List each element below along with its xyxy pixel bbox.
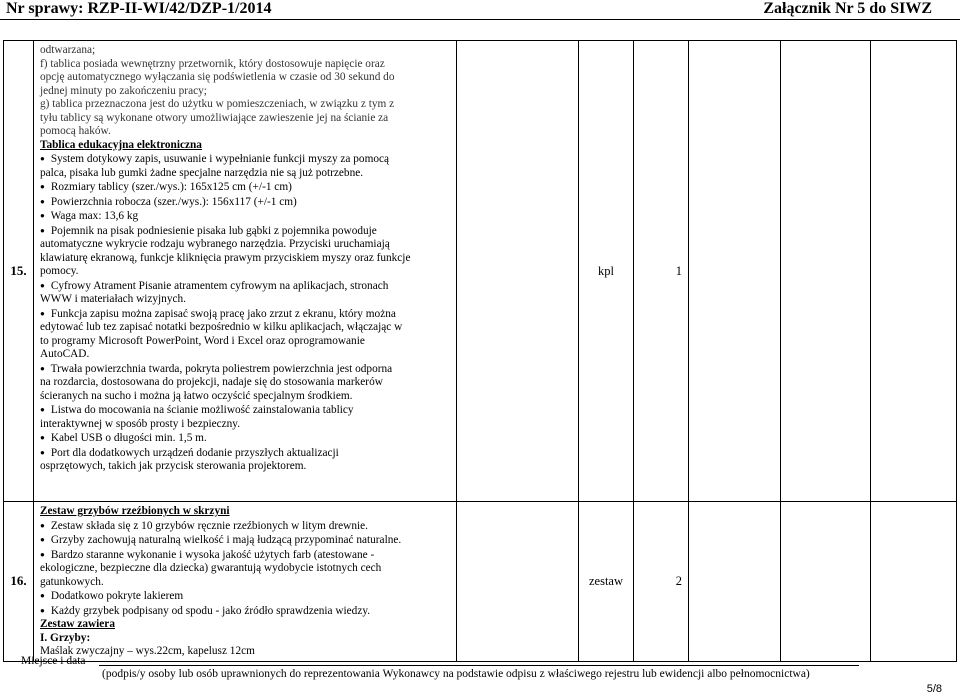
bullet-line bbox=[40, 348, 452, 362]
bullet-line bbox=[40, 589, 452, 604]
bullet-icon: ● bbox=[40, 225, 45, 235]
item-heading: Zestaw grzybów rzeźbionych w skrzyni bbox=[40, 505, 230, 517]
bullet-line bbox=[40, 335, 452, 349]
bullet-line bbox=[40, 180, 452, 195]
bullet-icon: ● bbox=[40, 605, 45, 615]
bullet-icon: ● bbox=[40, 447, 45, 457]
item-description bbox=[34, 502, 457, 662]
bullet-line bbox=[40, 604, 452, 619]
bullet-icon: ● bbox=[40, 280, 45, 290]
row-number: 16. bbox=[4, 502, 34, 662]
bullet-text: Port dla dodatkowych urządzeń dodanie przyszłych aktualizacji bbox=[50, 446, 339, 459]
bullet-line bbox=[40, 265, 452, 279]
bullet-line bbox=[40, 431, 452, 446]
empty-cell bbox=[781, 41, 871, 502]
bullet-text: Dodatkowo pokryte lakierem bbox=[50, 590, 184, 602]
bullet-line bbox=[40, 390, 452, 404]
specification-table bbox=[3, 40, 957, 662]
bullet-line bbox=[40, 321, 452, 335]
bullet-line bbox=[40, 362, 452, 377]
bullet-icon: ● bbox=[40, 154, 45, 163]
empty-cell bbox=[689, 41, 781, 502]
item-heading: Tablica edukacyjna elektroniczna bbox=[40, 138, 202, 151]
bullet-icon: ● bbox=[40, 549, 45, 559]
bullet-line bbox=[40, 238, 452, 252]
header-rule bbox=[0, 19, 960, 20]
signature-note: (podpis/y osoby lub osób uprawnionych do reprezentowania Wykonawcy na podstawie odpisu z właściwego rejestru lub ewidencji albo pełnomocnictwa) bbox=[102, 668, 810, 680]
continued-text-line: odtwarzana; bbox=[40, 44, 96, 56]
bullet-text: edytować lub tez zapisać notatki bezpośrednio w kilku aplikacjach, włączając w bbox=[40, 321, 403, 333]
bullet-line bbox=[40, 195, 452, 210]
bullet-text: Listwa do mocowania na ścianie możliwość zainstalowania tablicy bbox=[50, 404, 354, 416]
bullet-icon: ● bbox=[40, 182, 45, 191]
unit-cell: zestaw bbox=[579, 502, 634, 662]
bullet-text: Pojemnik na pisak podniesienie pisaka lub gąbki z pojemnika powoduje bbox=[50, 224, 377, 237]
bullet-line bbox=[40, 446, 452, 461]
bullet-text: AutoCAD. bbox=[40, 348, 90, 360]
empty-cell bbox=[457, 502, 579, 662]
bullet-text: Powierzchnia robocza (szer./wys.): 156x117 (+/-1 cm) bbox=[50, 195, 297, 208]
item-description bbox=[34, 41, 457, 502]
bullet-text: Bardzo staranne wykonanie i wysoka jakość użytych farb (atestowane - bbox=[50, 548, 375, 561]
continued-text-line: pomocą haków. bbox=[40, 125, 111, 137]
unit-cell: kpl bbox=[579, 41, 634, 502]
continued-text-line: g) tablica przeznaczona jest do użytku w pomieszczeniach, w związku z tym z bbox=[40, 98, 395, 110]
bullet-icon: ● bbox=[40, 405, 45, 414]
row-number: 15. bbox=[4, 41, 34, 502]
bullet-icon: ● bbox=[40, 591, 45, 600]
bullet-line bbox=[40, 460, 452, 474]
empty-cell bbox=[457, 41, 579, 502]
bullet-line bbox=[40, 418, 452, 432]
bullet-text: na rozdarcia, dostosowana do projekcji, nadaje się do stosowania markerów bbox=[40, 376, 383, 388]
bullet-text: Kabel USB o długości min. 1,5 m. bbox=[50, 432, 207, 444]
bullet-text: Cyfrowy Atrament Pisanie atramentem cyfrowym na aplikacjach, stronach bbox=[50, 279, 389, 292]
bullet-line bbox=[40, 376, 452, 390]
bullet-icon: ● bbox=[40, 433, 45, 442]
bullet-line bbox=[40, 293, 452, 307]
bullet-icon: ● bbox=[40, 308, 45, 318]
bullet-text: Waga max: 13,6 kg bbox=[50, 210, 139, 222]
continued-text-line: tyłu tablicy są wykonane otwory umożliwiające zawieszenie jej na ścianie za bbox=[40, 111, 389, 124]
bullet-text: Grzyby zachowują naturalną wielkość i mają łudzącą przypominać naturalne. bbox=[50, 534, 402, 546]
signature-line bbox=[99, 665, 859, 666]
bullet-text: palca, pisaka lub gumki żadne specjalne narzędzia nie są już potrzebne. bbox=[40, 166, 364, 179]
table-row bbox=[4, 502, 957, 662]
bullet-text: klawiaturę ekranową, funkcje kliknięcia prawym przyciskiem myszy oraz funkcje bbox=[40, 251, 411, 264]
contents-line: Maślak zwyczajny – wys.22cm, kapelusz 12cm bbox=[40, 645, 255, 657]
bullet-icon: ● bbox=[40, 363, 45, 373]
bullet-icon: ● bbox=[40, 535, 45, 544]
document-case-number: Nr sprawy: RZP-II-WI/42/DZP-1/2014 bbox=[6, 0, 272, 17]
bullet-text: WWW i materiałach wizyjnych. bbox=[40, 293, 186, 305]
bullet-line bbox=[40, 576, 452, 590]
bullet-line bbox=[40, 533, 452, 548]
bullet-line bbox=[40, 224, 452, 239]
quantity-cell: 1 bbox=[634, 41, 689, 502]
bullet-text: Rozmiary tablicy (szer./wys.): 165x125 cm (+/-1 cm) bbox=[50, 181, 292, 193]
contents-heading: Zestaw zawiera bbox=[40, 618, 115, 630]
bullet-text: interaktywnej w sposób prosty i bezpieczny. bbox=[40, 417, 241, 430]
empty-cell bbox=[871, 41, 957, 502]
bullet-icon: ● bbox=[40, 211, 45, 220]
bullet-line bbox=[40, 167, 452, 181]
bullet-text: Każdy grzybek podpisany od spodu - jako źródło sprawdzenia wiedzy. bbox=[50, 604, 371, 617]
quantity-cell: 2 bbox=[634, 502, 689, 662]
bullet-text: Zestaw składa się z 10 grzybów ręcznie rzeźbionych w litym drewnie. bbox=[50, 519, 368, 532]
empty-cell bbox=[689, 502, 781, 662]
bullet-text: Trwała powierzchnia twarda, pokryta poliestrem powierzchnia jest odporna bbox=[50, 362, 393, 375]
bullet-line bbox=[40, 152, 452, 167]
bullet-line bbox=[40, 279, 452, 294]
bullet-line bbox=[40, 252, 452, 266]
bullet-icon: ● bbox=[40, 520, 45, 530]
empty-cell bbox=[781, 502, 871, 662]
bullet-text: to programy Microsoft PowerPoint, Word i Excel oraz oprogramowanie bbox=[40, 334, 365, 347]
group-label: I. Grzyby: bbox=[40, 631, 91, 644]
bullet-text: gatunkowych. bbox=[40, 575, 104, 588]
bullet-text: pomocy. bbox=[40, 265, 79, 277]
continued-text-line: opcję automatycznego wyłączania się podświetlenia w czasie od 30 sekund do bbox=[40, 71, 395, 83]
bullet-line bbox=[40, 548, 452, 563]
table-row bbox=[4, 41, 957, 502]
bullet-line bbox=[40, 307, 452, 322]
bullet-icon: ● bbox=[40, 196, 45, 206]
page-number: 5/8 bbox=[926, 683, 942, 695]
continued-text-line: jednej minuty po zakończeniu pracy; bbox=[40, 84, 207, 97]
bullet-line bbox=[40, 519, 452, 534]
empty-cell bbox=[871, 502, 957, 662]
bullet-line bbox=[40, 403, 452, 418]
bullet-text: ekologiczne, bezpieczne dla dziecka) gwarantują wydobycie istotnych cech bbox=[40, 562, 382, 574]
place-and-date-label: Miejsce i data bbox=[21, 655, 86, 667]
bullet-text: ścieranych na sucho i można ją łatwo oczyścić specjalnym środkiem. bbox=[40, 389, 353, 402]
bullet-text: Funkcja zapisu można zapisać swoją pracę jako zrzut z ekranu, który można bbox=[50, 307, 396, 320]
continued-text-line: f) tablica posiada wewnętrzny przetwornik, który dostosowuje napięcie oraz bbox=[40, 57, 385, 70]
document-attachment-label: Załącznik Nr 5 do SIWZ bbox=[763, 0, 932, 17]
bullet-line bbox=[40, 562, 452, 576]
bullet-text: System dotykowy zapis, usuwanie i wypełnianie funkcji myszy za pomocą bbox=[50, 153, 390, 165]
bullet-text: automatyczne wykrycie rodzaju wybranego narzędzia. Przyciski uruchamiają bbox=[40, 238, 390, 250]
bullet-text: osprzętowych, takich jak przycisk sterowania projektorem. bbox=[40, 460, 307, 472]
bullet-line bbox=[40, 209, 452, 224]
